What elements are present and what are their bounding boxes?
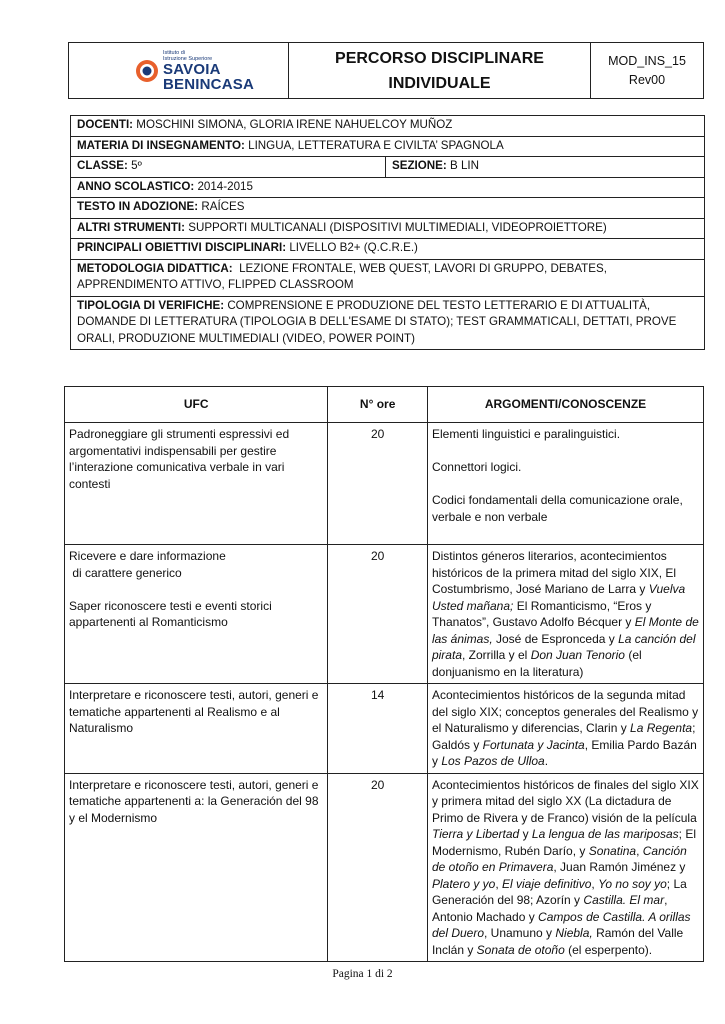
row3-text: ; Galdós y [431, 721, 696, 752]
row2-work-title: Don Juan Tenorio [530, 648, 625, 662]
row4-work-title: Canción de otoño en Primavera [431, 843, 687, 874]
sezione-cell [386, 157, 705, 178]
title-line2: INDIVIDUALE [388, 74, 491, 92]
row2-text: (el donjuanismo en la literatura) [431, 648, 642, 679]
ufc-table [64, 386, 704, 962]
row2-ufc2: di carattere generico [69, 565, 182, 580]
table-row [65, 773, 704, 962]
row3-text: . [544, 754, 549, 768]
anno-row [71, 177, 705, 198]
tipologia-row [71, 296, 705, 350]
row4-text: , [495, 876, 503, 891]
materia-row [71, 136, 705, 157]
anno-value: 2014-2015 [197, 179, 253, 193]
row3-text: , Emilia Pardo Bazán y [431, 737, 697, 768]
row4-work-title: El viaje definitivo [502, 876, 592, 891]
mod-rev: Rev00 [628, 72, 666, 87]
docenti-value: MOSCHINI SIMONA, GLORIA IRENE NAHUELCOY MUÑOZ [136, 118, 453, 131]
table-row [65, 423, 704, 545]
logo-emblem-icon [135, 59, 159, 83]
row1-ore: 20 [328, 423, 428, 545]
document-title [289, 43, 591, 99]
metodologia-row [71, 259, 705, 296]
row3-work-title: La Regenta [630, 721, 693, 735]
header-ufc: UFC [65, 387, 328, 423]
row2-ore: 20 [328, 545, 428, 684]
docenti-label: DOCENTI: [77, 118, 134, 131]
row4-text: , Juan Ramón Jiménez y [553, 860, 686, 874]
document-header [68, 42, 704, 99]
row4-work-title: Castilla. El mar [583, 893, 665, 907]
row4-argomenti [427, 773, 703, 962]
logo-line1: Istituto di [163, 49, 186, 56]
row4-work-title: Sonatina [588, 843, 637, 858]
row3-ore: 14 [328, 684, 428, 774]
obiettivi-row [71, 239, 705, 260]
tipologia-label: TIPOLOGIA DI VERIFICHE: [77, 298, 225, 312]
row2-argomenti [427, 545, 703, 684]
testo-value: RAÍCES [201, 200, 245, 213]
materia-label: MATERIA DI INSEGNAMENTO: [77, 138, 245, 152]
row3-work-title: Los Pazos de Ulloa [441, 754, 545, 768]
docenti-row [71, 116, 705, 137]
tipologia-value: COMPRENSIONE E PRODUZIONE DEL TESTO LETTERARIO E DI ATTUALITÀ, DOMANDE DI LETTERATURA (TIPOLOGIA B DELL'ESAME DI STATO); TEST GRAMMATICALI, DETTATI, PROVE ORALI, PRODUZIONE MULTIMEDIALI (VIDEO, POWER POINT) [77, 298, 677, 345]
row3-work-title: Fortunata y Jacinta [482, 737, 585, 752]
row2-text: , Zorrilla y el [462, 648, 531, 662]
row4-text: Acontecimientos históricos de finales del siglo XIX y primera mitad del siglo XX (La dictadura de Primo de Rivera y de Franco) visión de la película [431, 777, 699, 825]
row2-text: El Romanticismo, “Eros y Thanatos”, Gustavo Adolfo Bécquer y [431, 598, 652, 629]
row4-work-title: Sonata de otoño [476, 942, 565, 957]
mod-code: MOD_INS_15 [608, 53, 686, 68]
info-table [70, 115, 705, 350]
obiettivi-label: PRINCIPALI OBIETTIVI DISCIPLINARI: [77, 241, 287, 254]
row4-work-title: Campos de Castilla. A orillas del Duero [431, 909, 691, 940]
row4-text: , [636, 843, 643, 858]
row1-arg3: Codici fondamentali della comunicazione orale, verbale e non verbale [431, 493, 683, 524]
table-row [65, 545, 704, 684]
metodologia-value: LEZIONE FRONTALE, WEB QUEST, LAVORI DI GRUPPO, DEBATES, APPRENDIMENTO ATTIVO, FLIPPED CLASSROOM [77, 261, 607, 291]
altri-label: ALTRI STRUMENTI: [77, 220, 185, 234]
anno-label: ANNO SCOLASTICO: [77, 179, 195, 193]
title-line1: PERCORSO DISCIPLINARE [335, 49, 544, 67]
header-argomenti: ARGOMENTI/CONOSCENZE [427, 387, 703, 423]
materia-value: LINGUA, LETTERATURA E CIVILTA’ SPAGNOLA [248, 138, 504, 152]
row4-work-title: Yo no soy yo [598, 876, 667, 891]
row2-ufc [65, 545, 328, 684]
row4-text: ; La Generación del 98; Azorín y [431, 876, 687, 907]
row4-ufc: Interpretare e riconoscere testi, autori, generi e tematiche appartenenti a: la Generación del 98 y el Modernismo [65, 773, 328, 962]
row2-ufc1: Ricevere e dare informazione [69, 549, 226, 563]
row1-ufc: Padroneggiare gli strumenti espressivi ed argomentativi indispensabili per gestire l’interazione comunicativa verbale in vari contesti [65, 423, 328, 545]
classe-cell [71, 157, 386, 178]
sezione-value: B LIN [450, 159, 479, 172]
logo-cell [69, 43, 289, 99]
row4-work-title: La lengua de las mariposas [531, 827, 679, 841]
row4-text: , Unamuno y [484, 926, 556, 940]
table-header-row [65, 387, 704, 423]
row4-text: Ramón del Valle Inclán y [431, 926, 684, 957]
header-ore: N° ore [328, 387, 428, 423]
altri-value: SUPPORTI MULTICANALI (DISPOSITIVI MULTIMEDIALI, VIDEOPROIETTORE) [188, 220, 607, 234]
row1-arg1: Elementi linguistici e paralinguistici. [431, 427, 621, 441]
row2-ufc3: Saper riconoscere testi e eventi storici appartenenti al Romanticismo [69, 598, 272, 629]
altri-row [71, 218, 705, 239]
module-code [591, 43, 704, 99]
row4-work-title: Platero y yo [431, 876, 496, 891]
row4-text: ; El Modernismo, Rubén Darío, y [431, 827, 697, 858]
row4-work-title: Tierra y Libertad [431, 827, 520, 841]
logo-line2: Istruzione Superiore [163, 55, 213, 62]
table-row [65, 684, 704, 774]
row2-work-title: La canción del pirata [431, 631, 696, 662]
row1-arg2: Connettori logici. [431, 460, 522, 474]
logo-line4: BENINCASA [163, 75, 254, 93]
row4-text: , [591, 876, 599, 891]
row4-ore: 20 [328, 773, 428, 962]
sezione-label: SEZIONE: [392, 159, 447, 172]
row1-argomenti [427, 423, 703, 545]
row3-text: Acontecimientos históricos de la segunda mitad del siglo XIX; conceptos generales del Realismo y el Naturalismo y diferencias, Clarin y [431, 688, 699, 735]
testo-label: TESTO IN ADOZIONE: [77, 200, 199, 213]
logo-line3: SAVOIA [163, 60, 221, 78]
row2-text: José de Espronceda y [492, 631, 619, 646]
row2-text: Distintos géneros literarios, acontecimientos históricos de la primera mitad del siglo XIX, El Costumbrismo, José Mariano de Larra y [431, 549, 677, 596]
classe-label: CLASSE: [77, 159, 128, 172]
school-logo [135, 50, 288, 92]
obiettivi-value: LIVELLO B2+ (Q.C.R.E.) [289, 241, 418, 254]
row4-text: y [519, 827, 532, 841]
testo-row [71, 198, 705, 219]
metodologia-label: METODOLOGIA DIDATTICA: [77, 261, 233, 275]
classe-value: 5º [131, 159, 142, 172]
row3-ufc: Interpretare e riconoscere testi, autori, generi e tematiche appartenenti al Realismo e al Naturalismo [65, 684, 328, 774]
row4-text: , Antonio Machado y [431, 893, 668, 924]
page-number: Pagina 1 di 2 [332, 968, 393, 980]
row4-text: (el esperpento). [564, 942, 653, 957]
row2-work-title: Vuelva Usted mañana; [431, 582, 686, 613]
row4-work-title: Niebla, [555, 926, 593, 940]
row3-argomenti [427, 684, 703, 774]
row2-work-title: El Monte de las ánimas, [431, 615, 699, 646]
